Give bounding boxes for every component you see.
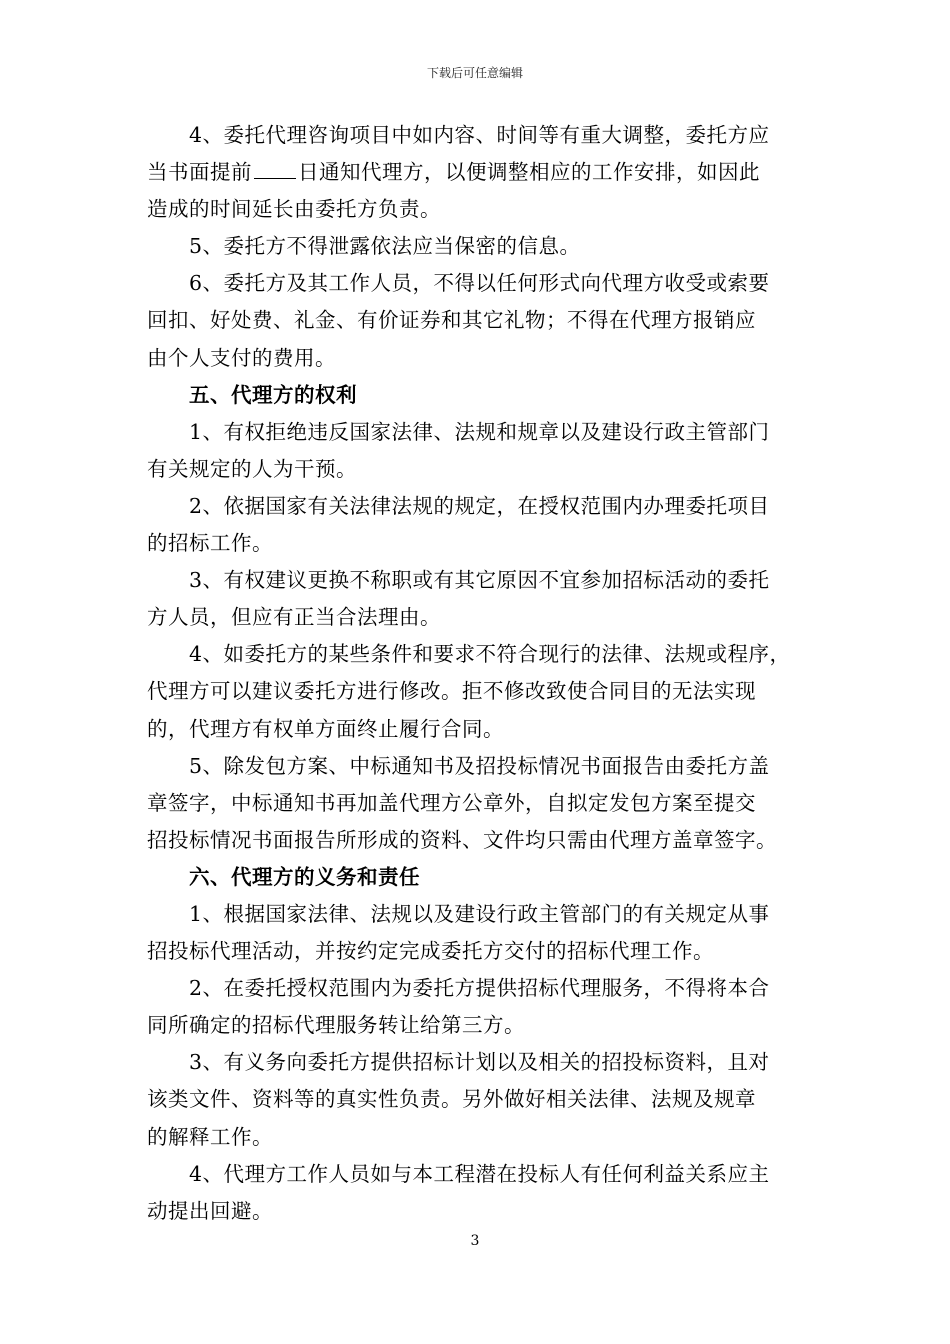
- paragraph-line: 5、委托方不得泄露依法应当保密的信息。: [189, 234, 581, 259]
- paragraph-line: 回扣、好处费、礼金、有价证券和其它礼物；不得在代理方报销应: [147, 308, 756, 333]
- paragraph-line: [147, 154, 817, 191]
- paragraph-line: 2、在委托授权范围内为委托方提供招标代理服务，不得将本合: [189, 976, 770, 1001]
- text-segment: 当书面提前: [147, 160, 252, 185]
- paragraph-line: 该类文件、资料等的真实性负责。另外做好相关法律、法规及规章: [147, 1087, 756, 1112]
- section-heading: 五、代理方的权利: [189, 382, 357, 407]
- paragraph-line: 的招标工作。: [147, 531, 273, 556]
- paragraph-line: 1、根据国家法律、法规以及建设行政主管部门的有关规定从事: [189, 901, 770, 926]
- page-number: 3: [470, 1233, 480, 1249]
- paragraph-line: 4、委托代理咨询项目中如内容、时间等有重大调整，委托方应: [189, 123, 770, 147]
- paragraph-line: 4、如委托方的某些条件和要求不符合现行的法律、法规或程序，: [189, 642, 791, 667]
- paragraph-line: 动提出回避。: [147, 1198, 273, 1223]
- paragraph-line: 5、除发包方案、中标通知书及招投标情况书面报告由委托方盖: [189, 753, 770, 778]
- paragraph-line: 3、有义务向委托方提供招标计划以及相关的招投标资料，且对: [189, 1050, 770, 1075]
- paragraph-line: 章签字，中标通知书再加盖代理方公章外，自拟定发包方案至提交: [147, 790, 756, 815]
- paragraph-line: 代理方可以建议委托方进行修改。拒不修改致使合同目的无法实现: [147, 679, 756, 704]
- paragraph-line: 4、代理方工作人员如与本工程潜在投标人有任何利益关系应主: [189, 1161, 770, 1186]
- paragraph-line: 6、委托方及其工作人员，不得以任何形式向代理方收受或索要: [189, 271, 770, 296]
- paragraph-line: 2、依据国家有关法律法规的规定，在授权范围内办理委托项目: [189, 493, 770, 518]
- paragraph-line: 招投标代理活动，并按约定完成委托方交付的招标代理工作。: [147, 939, 714, 964]
- header-note: 下载后可任意编辑: [426, 66, 523, 80]
- section-heading: 六、代理方的义务和责任: [189, 864, 420, 889]
- paragraph-line: 招投标情况书面报告所形成的资料、文件均只需由代理方盖章签字。: [147, 827, 777, 852]
- paragraph-line: 的，代理方有权单方面终止履行合同。: [147, 716, 504, 741]
- paragraph-line: 3、有权建议更换不称职或有其它原因不宜参加招标活动的委托: [189, 568, 770, 593]
- text-segment: 日通知代理方，以便调整相应的工作安排，如因此: [298, 160, 760, 185]
- fill-in-blank: [254, 177, 296, 179]
- paragraph-line: 方人员，但应有正当合法理由。: [147, 605, 441, 630]
- paragraph-line: 同所确定的招标代理服务转让给第三方。: [147, 1013, 525, 1038]
- paragraph-line: 造成的时间延长由委托方负责。: [147, 197, 441, 222]
- paragraph-line: 的解释工作。: [147, 1124, 273, 1149]
- paragraph-line: 由个人支付的费用。: [147, 345, 336, 370]
- paragraph-line: 1、有权拒绝违反国家法律、法规和规章以及建设行政主管部门: [189, 419, 770, 444]
- document-body: [147, 117, 817, 1230]
- paragraph-line: 有关规定的人为干预。: [147, 456, 357, 481]
